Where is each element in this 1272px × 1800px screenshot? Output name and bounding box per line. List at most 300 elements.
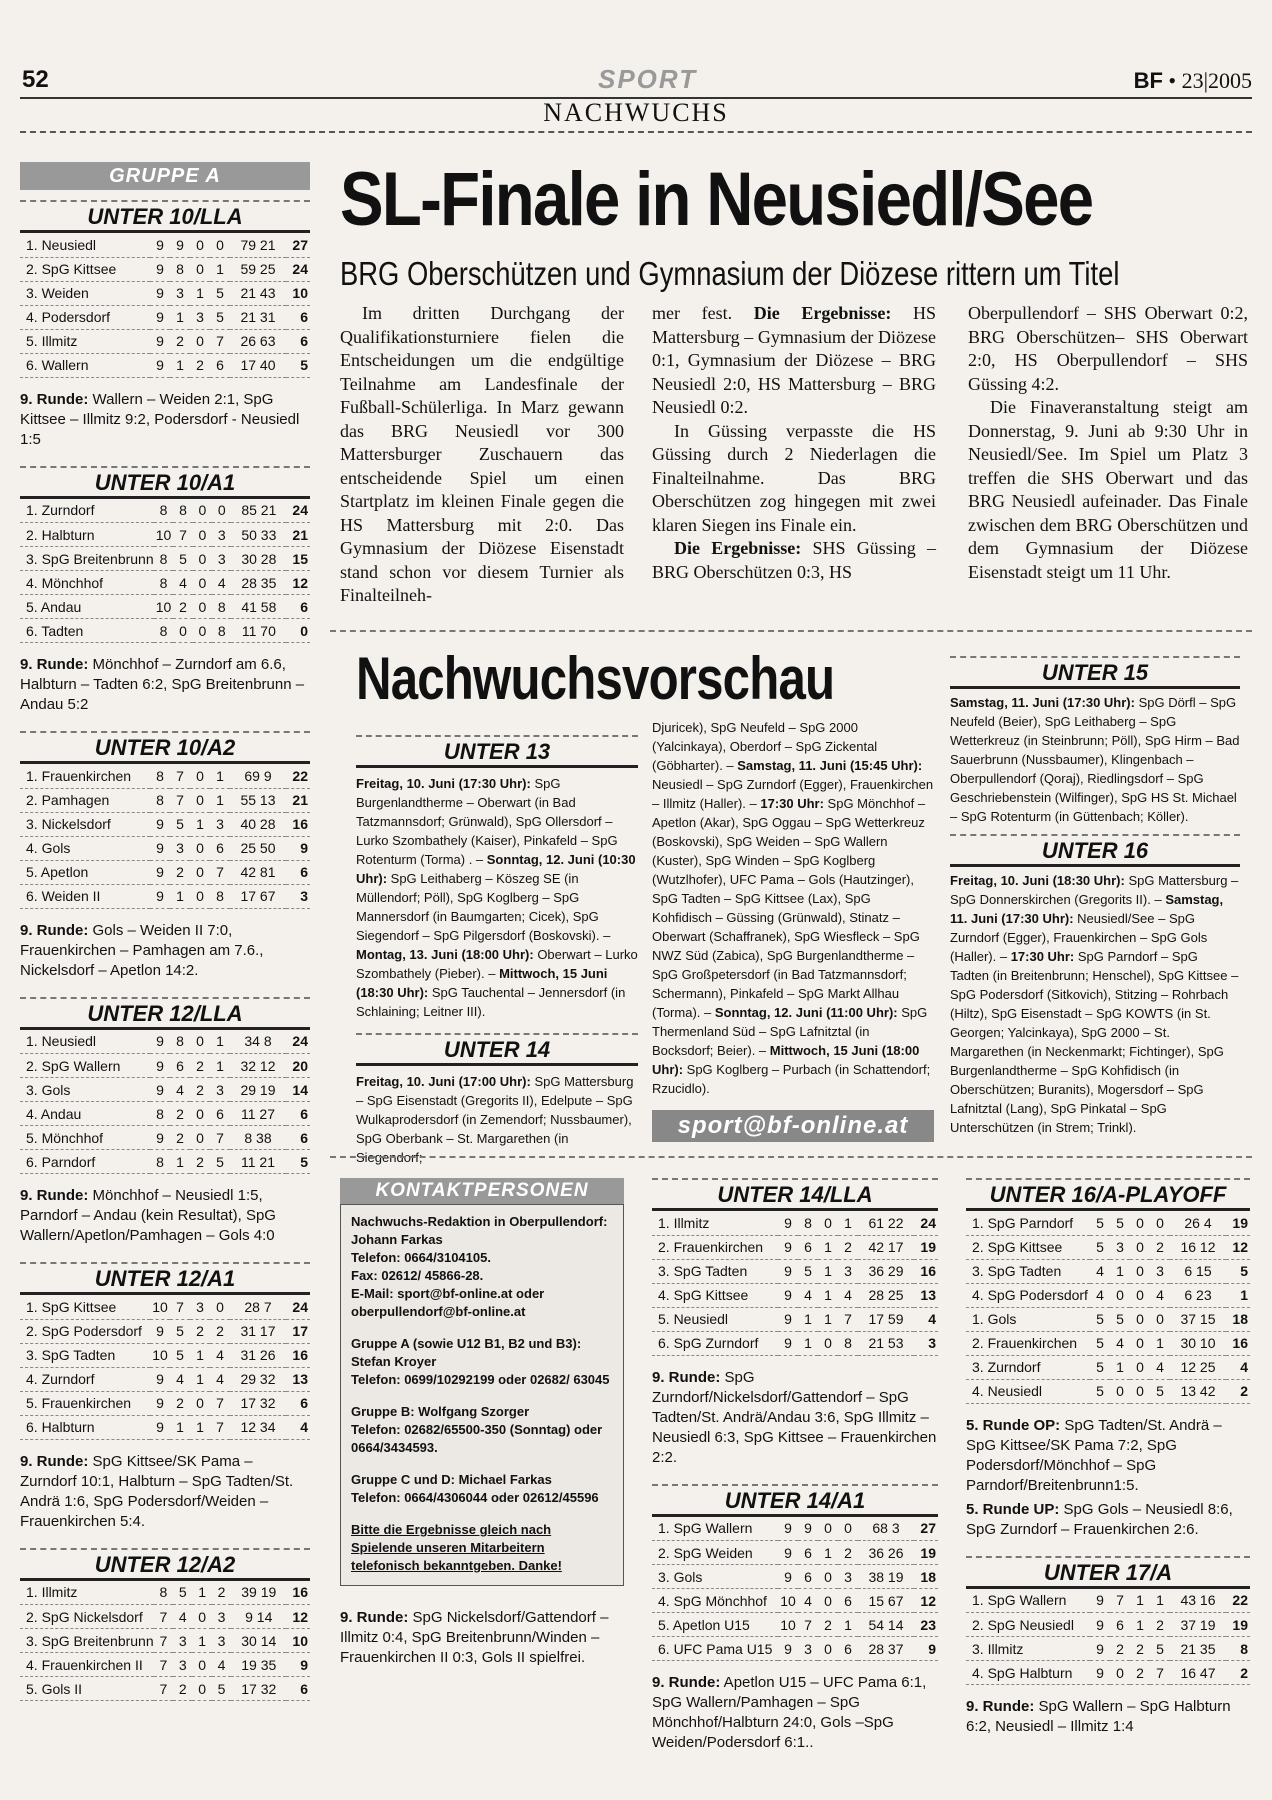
stat-cell: 0 xyxy=(818,1211,838,1235)
fixture-text: SpG Thermenland Süd – SpG Lafnitztal (in Bocksdorf; Beier). – xyxy=(652,1005,928,1058)
stat-cell: 3 xyxy=(173,1629,192,1653)
article-paragraph: Oberpullendorf – SHS Oberwart 0:2, BRG Oberschützen– SHS Oberwart 2:0, HS Oberpullendorf – SHS Güssing 4:2. xyxy=(968,303,1248,394)
table-row xyxy=(20,1150,310,1174)
stat-cell: 0 xyxy=(190,1030,210,1054)
points-cell: 16 xyxy=(1226,1331,1250,1355)
stat-cell: 9 xyxy=(778,1565,798,1589)
stat-cell: 7 xyxy=(798,1613,818,1637)
stat-cell: 5 xyxy=(170,1319,190,1343)
fixture-text: SpG Mattersburg – SpG Eisenstadt (Gregorits II), Edelpute – SpG Wulkaprodersdorf (in Zemendorf; Nussbaumer), SpG Oberbank – St. Margarethen (in Siegendorf; xyxy=(356,1074,634,1165)
stat-cell: 7 xyxy=(1150,1661,1170,1685)
stat-cell: 9 xyxy=(150,1415,170,1439)
stat-cell: 0 xyxy=(190,836,210,860)
points-cell: 12 xyxy=(1226,1235,1250,1259)
stat-cell: 4 xyxy=(173,571,192,595)
stat-cell: 3 xyxy=(798,1637,818,1661)
standings-title: UNTER 12/A1 xyxy=(20,1262,310,1295)
stat-cell: 0 xyxy=(210,233,230,257)
team-name: 5. Apetlon xyxy=(20,860,150,884)
table-row xyxy=(20,1677,310,1701)
results-label: Die Ergebnisse: xyxy=(753,303,892,323)
round-results xyxy=(20,1452,310,1532)
points-cell: 2 xyxy=(1226,1661,1250,1685)
table-row xyxy=(20,571,310,595)
table-row xyxy=(20,547,310,571)
points-cell: 24 xyxy=(286,1030,310,1054)
points-cell: 16 xyxy=(286,1581,310,1605)
points-cell: 16 xyxy=(914,1259,938,1283)
team-name: 6. UFC Pama U15 xyxy=(652,1637,778,1661)
stat-cell: 9 xyxy=(1090,1613,1110,1637)
team-name: 4. SpG Halbturn xyxy=(966,1661,1090,1685)
stat-cell: 1 xyxy=(192,1629,211,1653)
points-cell: 9 xyxy=(914,1637,938,1661)
table-row xyxy=(652,1589,938,1613)
points-cell: 12 xyxy=(914,1589,938,1613)
stat-cell: 2 xyxy=(190,1319,210,1343)
points-cell: 17 xyxy=(286,1319,310,1343)
stat-cell: 0 xyxy=(818,1589,838,1613)
table-row xyxy=(20,1605,310,1629)
stat-cell: 1 xyxy=(210,257,230,281)
fixture-text: SpG Mönchhof – Apetlon (Akar), SpG Oggau – SpG Wetterkreuz (Boskovski), SpG Weiden – SpG Wallern (Kuster), SpG Winden – SpG Koglberg (Wutzlhofer), UFC Pama – Gols (Hautzinger), SpG Tadten – SpG Kittsee (Lax), SpG Kohfidisch – Güssing (Grünwald), Stinatz – Oberwart (Schaffranek), SpG Wiesfleck – SpG NWZ Süd (Zabica), SpG Burgenlandtherme – SpG Großpetersdorf (in Bad Tatzmannsdorf; Schermann), Pinkafeld – SpG Markt Allhau (Torma). – xyxy=(652,796,926,1020)
stat-cell: 3 xyxy=(210,812,230,836)
standings-block xyxy=(966,1556,1250,1738)
points-cell: 6 xyxy=(286,1102,310,1126)
fixture-date: 17:30 Uhr: xyxy=(1010,949,1075,964)
stat-cell: 1 xyxy=(192,1581,211,1605)
points-cell: 15 xyxy=(286,547,310,571)
table-row xyxy=(20,1295,310,1319)
points-cell: 13 xyxy=(914,1283,938,1307)
stat-cell: 9 xyxy=(150,812,170,836)
table-row xyxy=(20,1102,310,1126)
stat-cell: 0 xyxy=(210,1295,230,1319)
stat-cell: 4 xyxy=(1110,1331,1130,1355)
fixture-date: Samstag, 11. Juni (17:30 Uhr): xyxy=(950,892,1224,926)
stat-cell: 9 xyxy=(150,884,170,908)
round-results xyxy=(20,921,310,981)
table-row xyxy=(20,764,310,788)
stat-cell: 7 xyxy=(210,1126,230,1150)
points-cell: 1 xyxy=(1226,1283,1250,1307)
round-text: Mönchhof – Zurndorf am 6.6, Halbturn – Tadten 6:2, SpG Breitenbrunn – Andau 5:2 xyxy=(20,656,305,713)
stat-cell: 9 xyxy=(150,329,170,353)
points-cell: 24 xyxy=(286,257,310,281)
stat-cell: 0 xyxy=(193,595,212,619)
issue-number: 23|2005 xyxy=(1181,68,1252,93)
stat-cell: 7 xyxy=(154,1677,173,1701)
stat-cell: 10 xyxy=(154,595,174,619)
stat-cell: 6 xyxy=(170,1054,190,1078)
goals-cell: 43 16 xyxy=(1170,1589,1226,1613)
goals-cell: 28 7 xyxy=(230,1295,286,1319)
team-name: 1. Illmitz xyxy=(652,1211,778,1235)
table-row xyxy=(966,1283,1250,1307)
stat-cell: 7 xyxy=(170,1295,190,1319)
stat-cell: 8 xyxy=(154,619,174,643)
stat-cell: 5 xyxy=(1110,1307,1130,1331)
goals-cell: 61 22 xyxy=(858,1211,914,1235)
stat-cell: 8 xyxy=(210,884,230,908)
stat-cell: 0 xyxy=(1110,1283,1130,1307)
round-text: Gols – Weiden II 7:0, Frauenkirchen – Pamhagen am 7.6., Nickelsdorf – Apetlon 14:2. xyxy=(20,921,264,979)
fixture-text: SpG Leithaberg – Köszeg SE (in Müllendorf; Pöll), SpG Koglberg – SpG Mannersdorf (in Baumgarten; Cicek), SpG Siegendorf – SpG Pilgersdorf (Boskovski). – xyxy=(356,871,611,943)
team-name: 2. SpG Weiden xyxy=(652,1541,778,1565)
stat-cell: 10 xyxy=(150,1295,170,1319)
stat-cell: 0 xyxy=(1130,1331,1150,1355)
team-name: 5. Frauenkirchen xyxy=(20,1391,150,1415)
team-name: 4. Mönchhof xyxy=(20,571,154,595)
points-cell: 24 xyxy=(286,499,310,523)
table-row xyxy=(20,329,310,353)
stat-cell: 9 xyxy=(798,1517,818,1541)
stat-cell: 3 xyxy=(838,1259,858,1283)
points-cell: 18 xyxy=(1226,1307,1250,1331)
stat-cell: 1 xyxy=(798,1331,818,1355)
article-column-1 xyxy=(340,302,624,608)
team-name: 2. SpG Podersdorf xyxy=(20,1319,150,1343)
table-row xyxy=(20,1629,310,1653)
table-row xyxy=(966,1259,1250,1283)
stat-cell: 4 xyxy=(170,1367,190,1391)
fixture-text: Neusiedl/See – SpG Zurndorf (Egger), Frauenkirchen – SpG Gols (Haller). – xyxy=(950,911,1208,964)
brand-logo: BF xyxy=(1133,68,1163,93)
stat-cell: 4 xyxy=(798,1283,818,1307)
stat-cell: 0 xyxy=(192,1605,211,1629)
team-name: 6. Tadten xyxy=(20,619,154,643)
team-name: 5. Apetlon U15 xyxy=(652,1613,778,1637)
team-name: 1. Neusiedl xyxy=(20,233,150,257)
vorschau-divider xyxy=(330,1156,1252,1158)
fixture-text: SpG Parndorf – SpG Tadten (in Breitenbrunn; Henschel), SpG Kittsee – SpG Podersdorf (Sitkovich), Stitzing – Rohrbach (Hiltz), SpG Eisenstadt – SpG KOWTS (in St. Georgen; Yalcinkaya), SpG 2000 – St. Margarethen (in Neckenmarkt; Fichtinger), SpG Burgenlandtherme – SpG Kohfidisch (in Oberschützen; Buranits), Mogersdorf – SpG Lafnitztal (Lang), SpG Pinkatal – SpG Unterschützen (in Strem; Trinkl). xyxy=(950,949,1239,1135)
round-text: Apetlon U15 – UFC Pama 6:1, SpG Wallern/Pamhagen – SpG Mönchhof/Halbturn 24:0, Gols –SpG Weiden/Podersdorf 6:1.. xyxy=(652,1674,927,1751)
goals-cell: 41 58 xyxy=(231,595,286,619)
article-text: SHS Güssing – BRG Oberschützen 0:3, HS xyxy=(652,538,936,582)
standings-block xyxy=(20,997,310,1247)
article-paragraph: Im dritten Durchgang der Qualifikationsturniere fielen die Entscheidungen um die endgültige Teilnahme am Landesfinale der Fußball-Schülerliga. In Marz gewann das BRG Neusiedl vor 300 Mattersburger Zuschauern das entscheidende Spiel um einen Startplatz im kleinen Finale gegen die HS Mattersburg mit 2:0. Das Gymnasium der Diözese Eisenstadt stand schon vor diesem Turnier als Finalteilneh- xyxy=(340,303,624,605)
goals-cell: 34 8 xyxy=(230,1030,286,1054)
table-row xyxy=(20,257,310,281)
stat-cell: 0 xyxy=(190,1126,210,1150)
standings-table xyxy=(652,1517,938,1662)
round-results xyxy=(20,1186,310,1246)
stat-cell: 1 xyxy=(818,1235,838,1259)
stat-cell: 9 xyxy=(778,1259,798,1283)
table-row xyxy=(652,1613,938,1637)
table-row xyxy=(652,1517,938,1541)
stat-cell: 3 xyxy=(1110,1235,1130,1259)
stat-cell: 1 xyxy=(170,1415,190,1439)
table-row xyxy=(966,1379,1250,1403)
stat-cell: 0 xyxy=(838,1517,858,1541)
stat-cell: 1 xyxy=(190,1343,210,1367)
stat-cell: 0 xyxy=(193,523,212,547)
points-cell: 6 xyxy=(286,1391,310,1415)
team-name: 5. Gols II xyxy=(20,1677,154,1701)
round-label: 9. Runde: xyxy=(20,1187,89,1204)
team-name: 6. SpG Zurndorf xyxy=(652,1331,778,1355)
stat-cell: 6 xyxy=(1110,1613,1130,1637)
stat-cell: 1 xyxy=(838,1211,858,1235)
stat-cell: 3 xyxy=(212,547,231,571)
stat-cell: 9 xyxy=(150,1319,170,1343)
stat-cell: 8 xyxy=(212,619,231,643)
stat-cell: 2 xyxy=(1150,1613,1170,1637)
stat-cell: 0 xyxy=(1130,1379,1150,1403)
email-banner[interactable]: sport@bf-online.at xyxy=(652,1110,934,1142)
stat-cell: 5 xyxy=(210,305,230,329)
u13-section xyxy=(356,735,638,1167)
goals-cell: 28 35 xyxy=(231,571,286,595)
fixture-date: Sonntag, 12. Juni (10:30 Uhr): xyxy=(356,852,636,886)
stat-cell: 5 xyxy=(210,281,230,305)
stat-cell: 2 xyxy=(818,1613,838,1637)
fixture-date: Mittwoch, 15 Juni (18:30 Uhr): xyxy=(356,966,608,1000)
stat-cell: 5 xyxy=(1090,1235,1110,1259)
stat-cell: 1 xyxy=(818,1307,838,1331)
stat-cell: 7 xyxy=(154,1605,173,1629)
points-cell: 5 xyxy=(286,1150,310,1174)
stat-cell: 2 xyxy=(170,1102,190,1126)
u13-fixtures xyxy=(356,774,638,1021)
round-results xyxy=(966,1416,1250,1496)
goals-cell: 12 25 xyxy=(1170,1355,1226,1379)
stat-cell: 0 xyxy=(1130,1259,1150,1283)
stat-cell: 9 xyxy=(150,233,170,257)
stat-cell: 5 xyxy=(1090,1211,1110,1235)
stat-cell: 2 xyxy=(173,595,192,619)
stat-cell: 6 xyxy=(210,353,230,377)
stat-cell: 2 xyxy=(170,860,190,884)
points-cell: 20 xyxy=(286,1054,310,1078)
stat-cell: 7 xyxy=(210,329,230,353)
stat-cell: 9 xyxy=(150,1126,170,1150)
stat-cell: 0 xyxy=(190,329,210,353)
stat-cell: 1 xyxy=(1150,1331,1170,1355)
stat-cell: 2 xyxy=(190,1078,210,1102)
stat-cell: 2 xyxy=(838,1541,858,1565)
stat-cell: 1 xyxy=(1110,1259,1130,1283)
table-row xyxy=(20,233,310,257)
team-name: 2. SpG Nickelsdorf xyxy=(20,1605,154,1629)
standings-title: UNTER 17/A xyxy=(966,1556,1250,1589)
goals-cell: 31 26 xyxy=(230,1343,286,1367)
team-name: 3. SpG Tadten xyxy=(966,1259,1090,1283)
round-label: 9. Runde: xyxy=(966,1698,1035,1715)
contact-note-text: Bitte die Ergebnisse gleich nach Spielende unseren Mitarbeitern telefonisch bekanntgeben. Danke! xyxy=(351,1522,562,1573)
results-label: Die Ergebnisse: xyxy=(674,538,802,558)
stat-cell: 0 xyxy=(190,764,210,788)
table-row xyxy=(20,836,310,860)
stat-cell: 3 xyxy=(170,281,190,305)
contact-box xyxy=(340,1204,624,1586)
contact-name: Gruppe C und D: Michael Farkas xyxy=(351,1472,552,1487)
team-name: 2. SpG Kittsee xyxy=(966,1235,1090,1259)
round-text: Wallern – Weiden 2:1, SpG Kittsee – Illmitz 9:2, Podersdorf - Neusiedl 1:5 xyxy=(20,390,300,448)
article-text: mer fest. xyxy=(652,303,733,323)
goals-cell: 17 67 xyxy=(230,884,286,908)
stat-cell: 9 xyxy=(1090,1589,1110,1613)
stat-cell: 8 xyxy=(170,257,190,281)
points-cell: 3 xyxy=(914,1331,938,1355)
goals-cell: 16 12 xyxy=(1170,1235,1226,1259)
goals-cell: 37 15 xyxy=(1170,1307,1226,1331)
contact-name: Gruppe B: Wolfgang Szorger xyxy=(351,1404,530,1419)
goals-cell: 37 19 xyxy=(1170,1613,1226,1637)
goals-cell: 6 15 xyxy=(1170,1259,1226,1283)
stat-cell: 5 xyxy=(1150,1637,1170,1661)
left-standings-column xyxy=(20,162,310,1701)
stat-cell: 6 xyxy=(798,1565,818,1589)
stat-cell: 0 xyxy=(1130,1211,1150,1235)
stat-cell: 10 xyxy=(154,523,174,547)
team-name: 2. SpG Kittsee xyxy=(20,257,150,281)
fixture-date: Samstag, 11. Juni (15:45 Uhr): xyxy=(737,758,923,773)
stat-cell: 0 xyxy=(1150,1211,1170,1235)
team-name: 3. Illmitz xyxy=(966,1637,1090,1661)
team-name: 1. Zurndorf xyxy=(20,499,154,523)
stat-cell: 0 xyxy=(192,1653,211,1677)
stat-cell: 9 xyxy=(150,281,170,305)
mid-fixtures xyxy=(652,718,934,1098)
fixture-date: Sonntag, 12. Juni (11:00 Uhr): xyxy=(714,1005,898,1020)
team-name: 5. Andau xyxy=(20,595,154,619)
table-row xyxy=(966,1637,1250,1661)
stat-cell: 1 xyxy=(190,1415,210,1439)
contact-email: E-Mail: sport@bf-online.at oder oberpullendorf@bf-online.at xyxy=(351,1286,545,1319)
team-name: 1. Neusiedl xyxy=(20,1030,150,1054)
fixture-date: Freitag, 10. Juni (17:00 Uhr): xyxy=(356,1074,531,1089)
points-cell: 6 xyxy=(286,860,310,884)
contact-phone: Telefon: 02682/65500-350 (Sonntag) oder 0664/3434593. xyxy=(351,1422,603,1455)
article-divider xyxy=(330,630,1252,632)
stat-cell: 3 xyxy=(173,1653,192,1677)
stat-cell: 0 xyxy=(212,499,231,523)
table-row xyxy=(20,1367,310,1391)
points-cell: 23 xyxy=(914,1613,938,1637)
subheadline: BRG Oberschützen und Gymnasium der Diözese rittern um Titel xyxy=(340,255,1120,292)
round-results xyxy=(20,390,310,450)
team-name: 1. Frauenkirchen xyxy=(20,764,150,788)
u14-fixtures xyxy=(356,1072,638,1167)
stat-cell: 1 xyxy=(838,1613,858,1637)
team-name: 1. SpG Wallern xyxy=(966,1589,1090,1613)
points-cell: 10 xyxy=(286,281,310,305)
stat-cell: 0 xyxy=(190,257,210,281)
points-cell: 19 xyxy=(1226,1613,1250,1637)
stat-cell: 1 xyxy=(210,788,230,812)
round-label: 9. Runde: xyxy=(340,1609,409,1626)
contact-phone: Telefon: 0699/10292199 oder 02682/ 63045 xyxy=(351,1372,610,1387)
round-text: SpG Nickelsdorf/Gattendorf – Illmitz 0:4, SpG Breitenbrunn/Winden – Frauenkirchen II 0:3, Gols II spielfrei. xyxy=(340,1609,609,1666)
article-column-3 xyxy=(968,302,1248,584)
mid-fixtures-column xyxy=(652,718,934,1142)
stat-cell: 1 xyxy=(210,1054,230,1078)
stat-cell: 4 xyxy=(1090,1259,1110,1283)
standings-title: UNTER 10/A2 xyxy=(20,731,310,764)
stat-cell: 2 xyxy=(210,1319,230,1343)
goals-cell: 54 14 xyxy=(858,1613,914,1637)
stat-cell: 1 xyxy=(170,305,190,329)
points-cell: 6 xyxy=(286,595,310,619)
points-cell: 5 xyxy=(286,353,310,377)
team-name: 6. Wallern xyxy=(20,353,150,377)
standings-table xyxy=(20,499,310,644)
standings-table xyxy=(20,1581,310,1702)
stat-cell: 5 xyxy=(1090,1307,1110,1331)
fixture-date: Freitag, 10. Juni (17:30 Uhr): xyxy=(356,776,531,791)
round-label: 9. Runde: xyxy=(652,1674,721,1691)
stat-cell: 1 xyxy=(818,1283,838,1307)
table-row xyxy=(20,1054,310,1078)
points-cell: 12 xyxy=(286,571,310,595)
stat-cell: 4 xyxy=(1090,1283,1110,1307)
stat-cell: 8 xyxy=(838,1331,858,1355)
stat-cell: 0 xyxy=(818,1517,838,1541)
stat-cell: 6 xyxy=(838,1589,858,1613)
article-paragraph xyxy=(652,302,936,420)
points-cell: 22 xyxy=(1226,1589,1250,1613)
team-name: 4. SpG Kittsee xyxy=(652,1283,778,1307)
table-row xyxy=(652,1211,938,1235)
stat-cell: 0 xyxy=(193,547,212,571)
stat-cell: 2 xyxy=(838,1235,858,1259)
table-row xyxy=(20,595,310,619)
stat-cell: 2 xyxy=(170,1391,190,1415)
goals-cell: 50 33 xyxy=(231,523,286,547)
standings-table xyxy=(20,233,310,378)
stat-cell: 2 xyxy=(190,353,210,377)
stat-cell: 1 xyxy=(818,1259,838,1283)
stat-cell: 0 xyxy=(193,571,212,595)
headline: SL-Finale in Neusiedl/See xyxy=(340,157,1093,242)
points-cell: 4 xyxy=(286,1415,310,1439)
stat-cell: 9 xyxy=(778,1283,798,1307)
stat-cell: 6 xyxy=(210,1102,230,1126)
stat-cell: 4 xyxy=(210,1367,230,1391)
goals-cell: 11 27 xyxy=(230,1102,286,1126)
points-cell: 22 xyxy=(286,764,310,788)
stat-cell: 10 xyxy=(778,1613,798,1637)
stat-cell: 6 xyxy=(798,1235,818,1259)
team-name: 4. SpG Podersdorf xyxy=(966,1283,1090,1307)
u15-fixtures xyxy=(950,693,1240,826)
stat-cell: 3 xyxy=(1150,1259,1170,1283)
stat-cell: 7 xyxy=(838,1307,858,1331)
goals-cell: 17 32 xyxy=(231,1677,286,1701)
stat-cell: 8 xyxy=(798,1211,818,1235)
stat-cell: 8 xyxy=(150,1150,170,1174)
team-name: 6. Weiden II xyxy=(20,884,150,908)
stat-cell: 9 xyxy=(778,1211,798,1235)
fixture-date: Freitag, 10. Juni (18:30 Uhr): xyxy=(950,873,1125,888)
stat-cell: 2 xyxy=(170,329,190,353)
goals-cell: 31 17 xyxy=(230,1319,286,1343)
points-cell: 8 xyxy=(1226,1637,1250,1661)
stat-cell: 5 xyxy=(1090,1379,1110,1403)
goals-cell: 11 21 xyxy=(230,1150,286,1174)
team-name: 3. SpG Breitenbrunn xyxy=(20,547,154,571)
points-cell: 19 xyxy=(914,1235,938,1259)
stat-cell: 0 xyxy=(190,788,210,812)
stat-cell: 0 xyxy=(1110,1661,1130,1685)
table-row xyxy=(966,1613,1250,1637)
standings-table xyxy=(20,1030,310,1175)
stat-cell: 0 xyxy=(173,619,192,643)
u13-title: UNTER 13 xyxy=(356,735,638,768)
section-label: SPORT xyxy=(598,64,698,94)
